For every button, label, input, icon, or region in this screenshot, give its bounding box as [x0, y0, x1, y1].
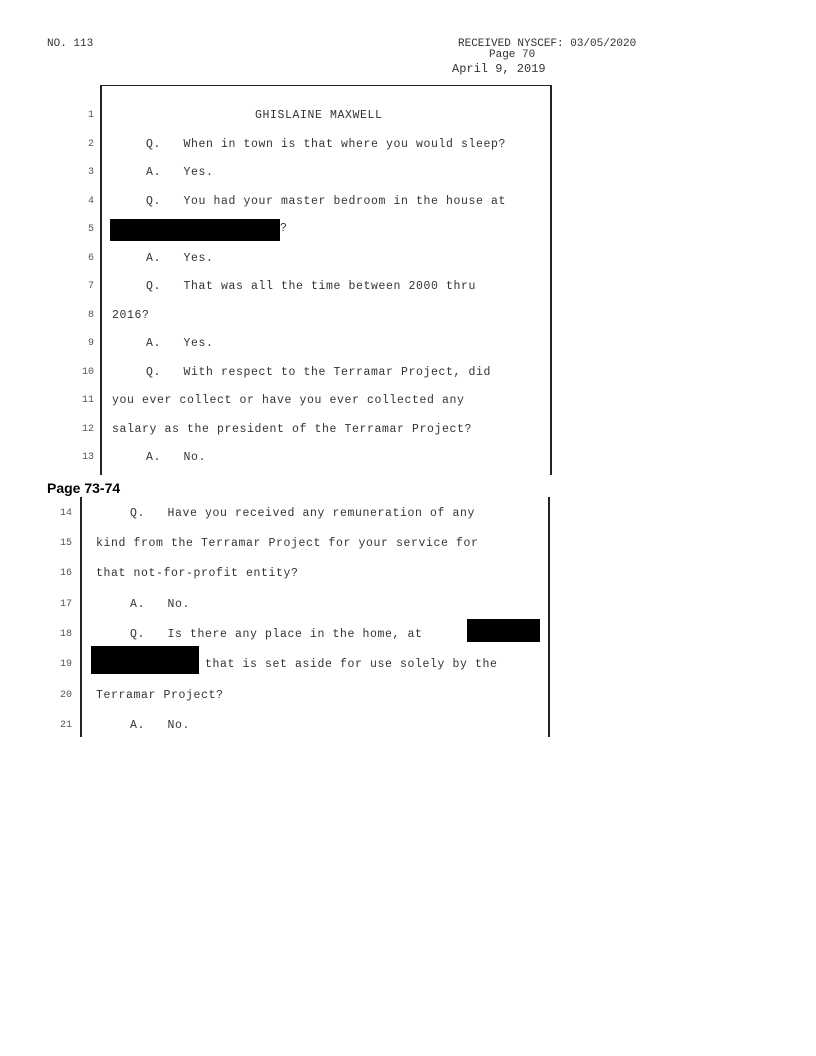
frame-left-border	[100, 85, 102, 475]
line-number: 6	[87, 253, 94, 264]
page-reference: Page 70	[489, 49, 536, 61]
transcript-line: that not-for-profit entity?	[96, 567, 299, 580]
line-number: 4	[87, 196, 94, 207]
line-number: 20	[59, 690, 72, 701]
line-number: 14	[59, 508, 72, 519]
line-number: 13	[81, 452, 94, 463]
transcript-line: Q. When in town is that where you would sleep?	[146, 138, 507, 151]
case-number: NO. 113	[47, 38, 94, 50]
line-number: 16	[59, 568, 72, 579]
transcript-line: Terramar Project?	[96, 689, 224, 702]
line-number: 21	[59, 720, 72, 731]
transcript-line: salary as the president of the Terramar Project?	[112, 423, 473, 436]
line-number: 15	[59, 538, 72, 549]
line-number: 11	[81, 395, 94, 406]
frame-left-border	[80, 497, 82, 737]
line-number: 1	[87, 110, 94, 121]
transcript-line: A. No.	[130, 598, 191, 611]
transcript-line: Q. Is there any place in the home, at	[130, 628, 423, 641]
transcript-line: A. No.	[146, 451, 207, 464]
frame-top-border	[101, 85, 552, 86]
line-number: 10	[81, 367, 94, 378]
line-number: 2	[87, 139, 94, 150]
page-range-label: Page 73-74	[47, 480, 121, 496]
line-number: 8	[87, 310, 94, 321]
transcript-line: Q. You had your master bedroom in the house at	[146, 195, 507, 208]
line-number: 3	[87, 167, 94, 178]
line-number: 18	[59, 629, 72, 640]
redaction-box	[110, 219, 280, 241]
line-number: 5	[87, 224, 94, 235]
line-number: 7	[87, 281, 94, 292]
line-number: 17	[59, 599, 72, 610]
transcript-line: A. No.	[130, 719, 191, 732]
transcript-line: A. Yes.	[146, 166, 214, 179]
witness-heading: GHISLAINE MAXWELL	[255, 109, 383, 122]
transcript-line: Q. That was all the time between 2000 thru	[146, 280, 477, 293]
frame-right-border	[550, 85, 552, 475]
redaction-box	[467, 619, 540, 642]
transcript-line: A. Yes.	[146, 252, 214, 265]
transcript-line: 2016?	[112, 309, 150, 322]
transcript-line: that is set aside for use solely by the	[205, 658, 498, 671]
transcript-line: Q. Have you received any remuneration of any	[130, 507, 476, 520]
line-number: 19	[59, 659, 72, 670]
received-stamp: RECEIVED NYSCEF: 03/05/2020	[458, 38, 637, 50]
line-number: 12	[81, 424, 94, 435]
transcript-date: April 9, 2019	[452, 62, 546, 76]
line-number: 9	[87, 338, 94, 349]
transcript-line: ?	[280, 222, 288, 235]
transcript-line: Q. With respect to the Terramar Project, did	[146, 366, 492, 379]
transcript-line: kind from the Terramar Project for your service for	[96, 537, 479, 550]
frame-right-border	[548, 497, 550, 737]
transcript-line: you ever collect or have you ever collected any	[112, 394, 465, 407]
transcript-line: A. Yes.	[146, 337, 214, 350]
redaction-box	[91, 646, 199, 674]
